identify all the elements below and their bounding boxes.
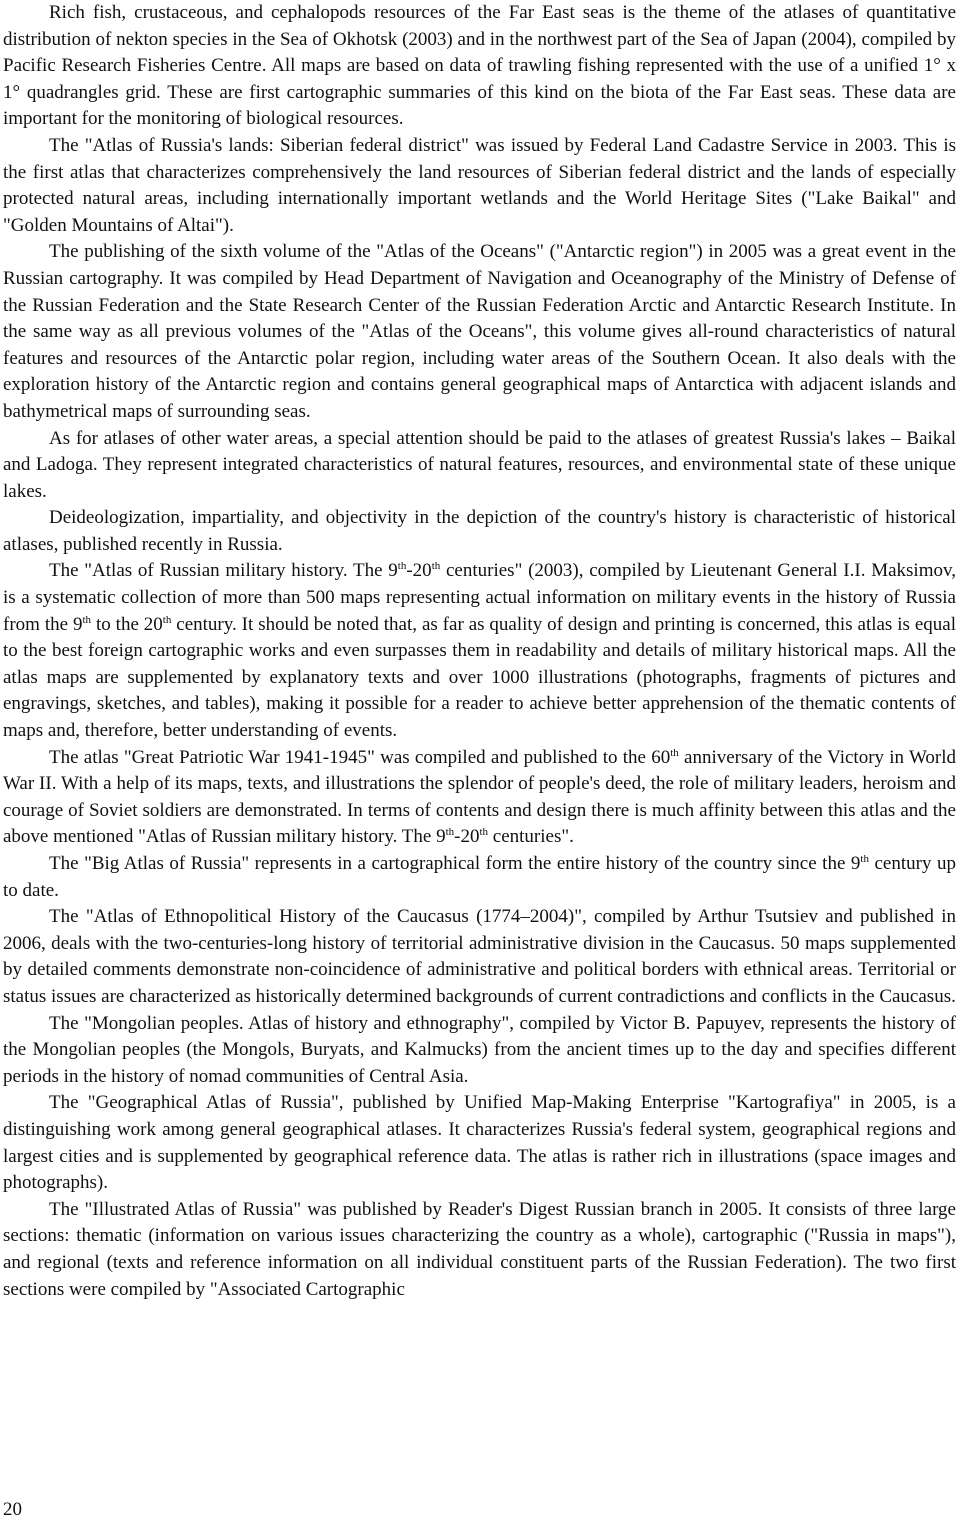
paragraph [3, 1011, 956, 1091]
paragraph-text: anniversary of the Victory in World War II. With a help of its maps, texts, and illustrations the splendor of people's deed, the role of military leaders, heroism and courage of Soviet soldiers are demonstrated. In terms of contents and design there is much affinity between this atlas and the above mentioned "Atlas of Russian military history. The 9 [3, 746, 956, 848]
paragraph-text: The "Atlas of Ethnopolitical History of the Caucasus (1774–2004)", compiled by Arthur Tsutsiev and published in 2006, deals with the two-centuries-long history of territorial administrative division in the Caucasus. 50 maps supplemented by detailed comments demonstrate non-coincidence of administrative and political borders with ethnical areas. Territorial or status issues are characterized as historically determined backgrounds of current contradictions and conflicts in the Caucasus. [3, 906, 956, 1007]
document-body [3, 0, 956, 1303]
paragraph-text: centuries" (2003), compiled by Lieutenant General I.I. Maksimov, is a systematic collection of more than 500 maps representing actual information on military events in the history of Russia from the 9 [3, 560, 957, 635]
paragraph-text: The publishing of the sixth volume of the "Atlas of the Oceans" ("Antarctic region") in 2005 was a great event in the Russian cartography. It was compiled by Head Department of Navigation and Oceanography of the Ministry of Defense of the Russian Federation and the State Research Center of the Russian Federation Arctic and Antarctic Research Institute. In the same way as all previous volumes of the "Atlas of the Oceans", this volume gives all-round characteristics of natural features and resources of the Antarctic polar region, including water areas of the Southern Ocean. It also deals with the exploration history of the Antarctic region and contains general geographical maps of Antarctica with adjacent islands and bathymetrical maps of surrounding seas. [3, 241, 956, 422]
paragraph-text: As for atlases of other water areas, a special attention should be paid to the atlases of greatest Russia's lakes – Baikal and Ladoga. They represent integrated characteristics of natural features, resources, and environmental state of these unique lakes. [3, 427, 956, 502]
paragraph [3, 904, 956, 1010]
paragraph [3, 505, 956, 558]
paragraph [3, 239, 956, 425]
paragraph [3, 558, 956, 744]
superscript: th [860, 853, 869, 865]
paragraph-text: -20 [406, 560, 432, 582]
paragraph-text: The atlas "Great Patriotic War 1941-1945" was compiled and published to the 60 [49, 746, 671, 768]
paragraph-text: to the 20 [91, 613, 163, 635]
paragraph-text: century. It should be noted that, as far as quality of design and printing is concerned, this atlas is equal to the best foreign cartographic works and even surpasses them in readability and details of military historical maps. All the atlas maps are supplemented by explanatory texts and over 1000 illustrations (photographs, fragments of pictures and engravings, sketches, and tables), making it possible for a reader to achieve better apprehension of the thematic contents of maps and, therefore, better understanding of events. [3, 613, 956, 742]
paragraph-text: century up to date. [3, 853, 956, 901]
superscript: th [397, 560, 407, 573]
paragraph [3, 0, 956, 133]
superscript: th [445, 826, 455, 839]
paragraph-text: The "Mongolian peoples. Atlas of history and ethnography", compiled by Victor B. Papuyev, represents the history of the Mongolian peoples (the Mongols, Buryats, and Kalmucks) from the ancient times up to the day and specifies different periods in the history of nomad communities of Central Asia. [3, 1012, 956, 1087]
paragraph-text: The "Atlas of Russian military history. The 9 [49, 560, 398, 582]
paragraph [3, 1197, 956, 1303]
superscript: th [162, 613, 172, 626]
page-number: 20 [3, 1499, 22, 1520]
paragraph [3, 133, 956, 239]
superscript: th [670, 746, 679, 759]
paragraph-text: Rich fish, crustaceous, and cephalopods resources of the Far East seas is the theme of the atlases of quantitative distribution of nekton species in the Sea of Okhotsk (2003) and in the northwest part of the Sea of Japan (2004), compiled by Pacific Research Fisheries Centre. All maps are based on data of trawling fishing represented with the use of a unified 1° x 1° quadrangles grid. These are first cartographic summaries of this kind on the biota of the Far East seas. These data are important for the monitoring of biological resources. [3, 2, 956, 130]
paragraph [3, 851, 956, 904]
paragraph-text: The "Big Atlas of Russia" represents in a cartographical form the entire history of the country since the 9 [49, 853, 861, 874]
superscript: th [431, 560, 441, 573]
paragraph-text: The "Atlas of Russia's lands: Siberian federal district" was issued by Federal Land Cadastre Service in 2003. This is the first atlas that characterizes comprehensively the land resources of Siberian federal district and the lands of especially protected natural areas, including internationally important wetlands and the World Heritage Sites ("Lake Baikal" and "Golden Mountains of Altai"). [3, 134, 956, 236]
paragraph [3, 1090, 956, 1196]
paragraph-text: -20 [454, 826, 480, 848]
paragraph-text: centuries". [488, 826, 574, 848]
paragraph-text: Deideologization, impartiality, and objectivity in the depiction of the country's history is characteristic of historical atlases, published recently in Russia. [3, 507, 956, 555]
superscript: th [479, 826, 489, 839]
paragraph-text: The "Illustrated Atlas of Russia" was published by Reader's Digest Russian branch in 2005. It consists of three large sections: thematic (information on various issues characterizing the country as a whole), cartographic ("Russia in maps"), and regional (texts and reference information on all individual constituent parts of the Russian Federation). The two first sections were compiled by "Associated Cartographic [3, 1198, 956, 1300]
paragraph-text: The "Geographical Atlas of Russia", published by Unified Map-Making Enterprise "Kartografiya" in 2005, is a distinguishing work among general geographical atlases. It characterizes Russia's federal system, geographical regions and largest cities and is supplemented by geographical reference data. The atlas is rather rich in illustrations (space images and photographs). [3, 1092, 956, 1194]
superscript: th [82, 613, 92, 626]
paragraph [3, 426, 956, 506]
paragraph [3, 745, 956, 851]
